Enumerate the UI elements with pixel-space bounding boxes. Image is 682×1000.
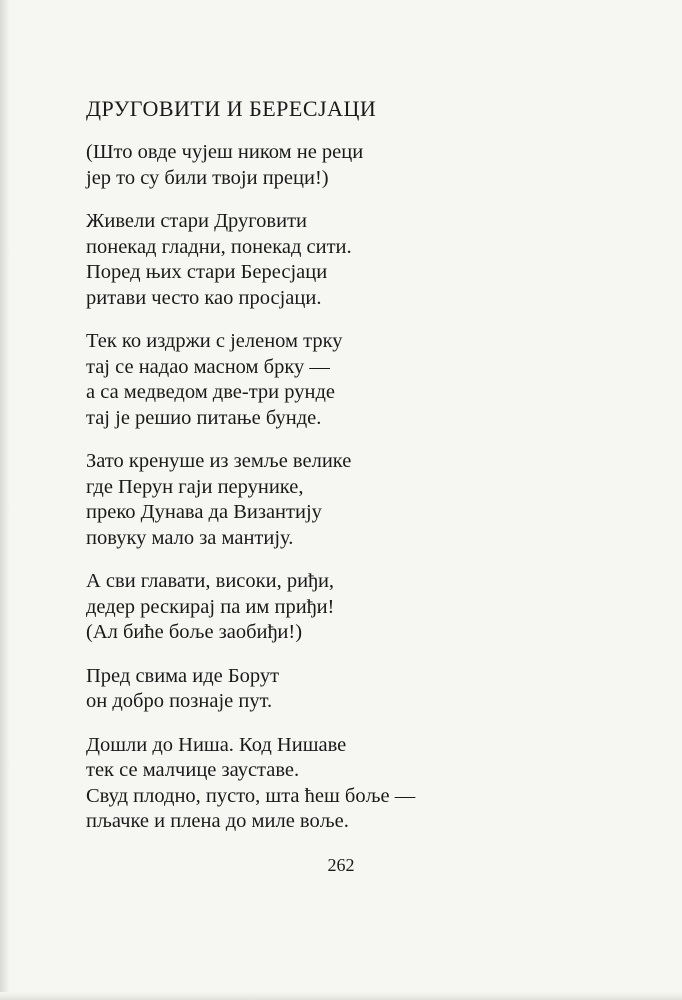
- poem-line: (Ал биће боље заобиђи!): [86, 621, 303, 643]
- poem-line: Поред њих стари Бересјаци: [86, 261, 328, 283]
- stanza-4: [86, 449, 526, 551]
- poem-line: Дошли до Ниша. Код Нишаве: [86, 733, 347, 756]
- poem-line: повуку мало за мантију.: [86, 526, 294, 549]
- poem-line: он добро познаје пут.: [86, 690, 273, 712]
- poem-line: Пред свима иде Борут: [86, 664, 280, 687]
- poem-line: где Перун гаји перунике,: [86, 475, 304, 498]
- poem-line: тек се малчице зауставе.: [86, 759, 300, 781]
- poem-line: Свуд плодно, пусто, шта ћеш боље —: [86, 784, 416, 807]
- page-bottom-edge-shadow: [0, 992, 682, 1000]
- poem-line: јер то су били твоји преци!): [86, 166, 329, 189]
- stanza-7: [86, 733, 526, 835]
- poem-line: тај је решио питање бунде.: [86, 406, 322, 429]
- stanza-3: [86, 329, 526, 431]
- poem-line: Зато кренуше из земље велике: [86, 450, 352, 472]
- stanza-2: [86, 209, 526, 311]
- page-left-edge-shadow: [0, 0, 10, 1000]
- poem-line: (Што овде чујеш ником не реци: [86, 141, 364, 163]
- poem-line: понекад гладни, понекад сити.: [86, 235, 352, 258]
- poem-line: Живели стари Друговити: [86, 210, 308, 232]
- poem-line: А сви главати, високи, риђи,: [86, 570, 335, 592]
- poem-line: дедер рескирај па им приђи!: [86, 595, 335, 618]
- stanza-5: [86, 569, 526, 646]
- poem-line: а са медведом две-три рунде: [86, 381, 336, 403]
- poem-line: пљачке и плена до миле воље.: [86, 810, 349, 832]
- poem-line: тај се надао масном брку —: [86, 355, 330, 378]
- poem-title: ДРУГОВИТИ И БЕРЕСЈАЦИ: [86, 96, 377, 121]
- page-number: 262: [327, 855, 355, 875]
- poem-line: Тек ко издржи с јеленом трку: [86, 330, 343, 352]
- poem-line: ритави често као просјаци.: [86, 286, 322, 309]
- poem: [86, 96, 526, 853]
- poem-line: преко Дунава да Византију: [86, 501, 322, 523]
- stanza-6: [86, 664, 526, 715]
- stanza-1: [86, 140, 526, 191]
